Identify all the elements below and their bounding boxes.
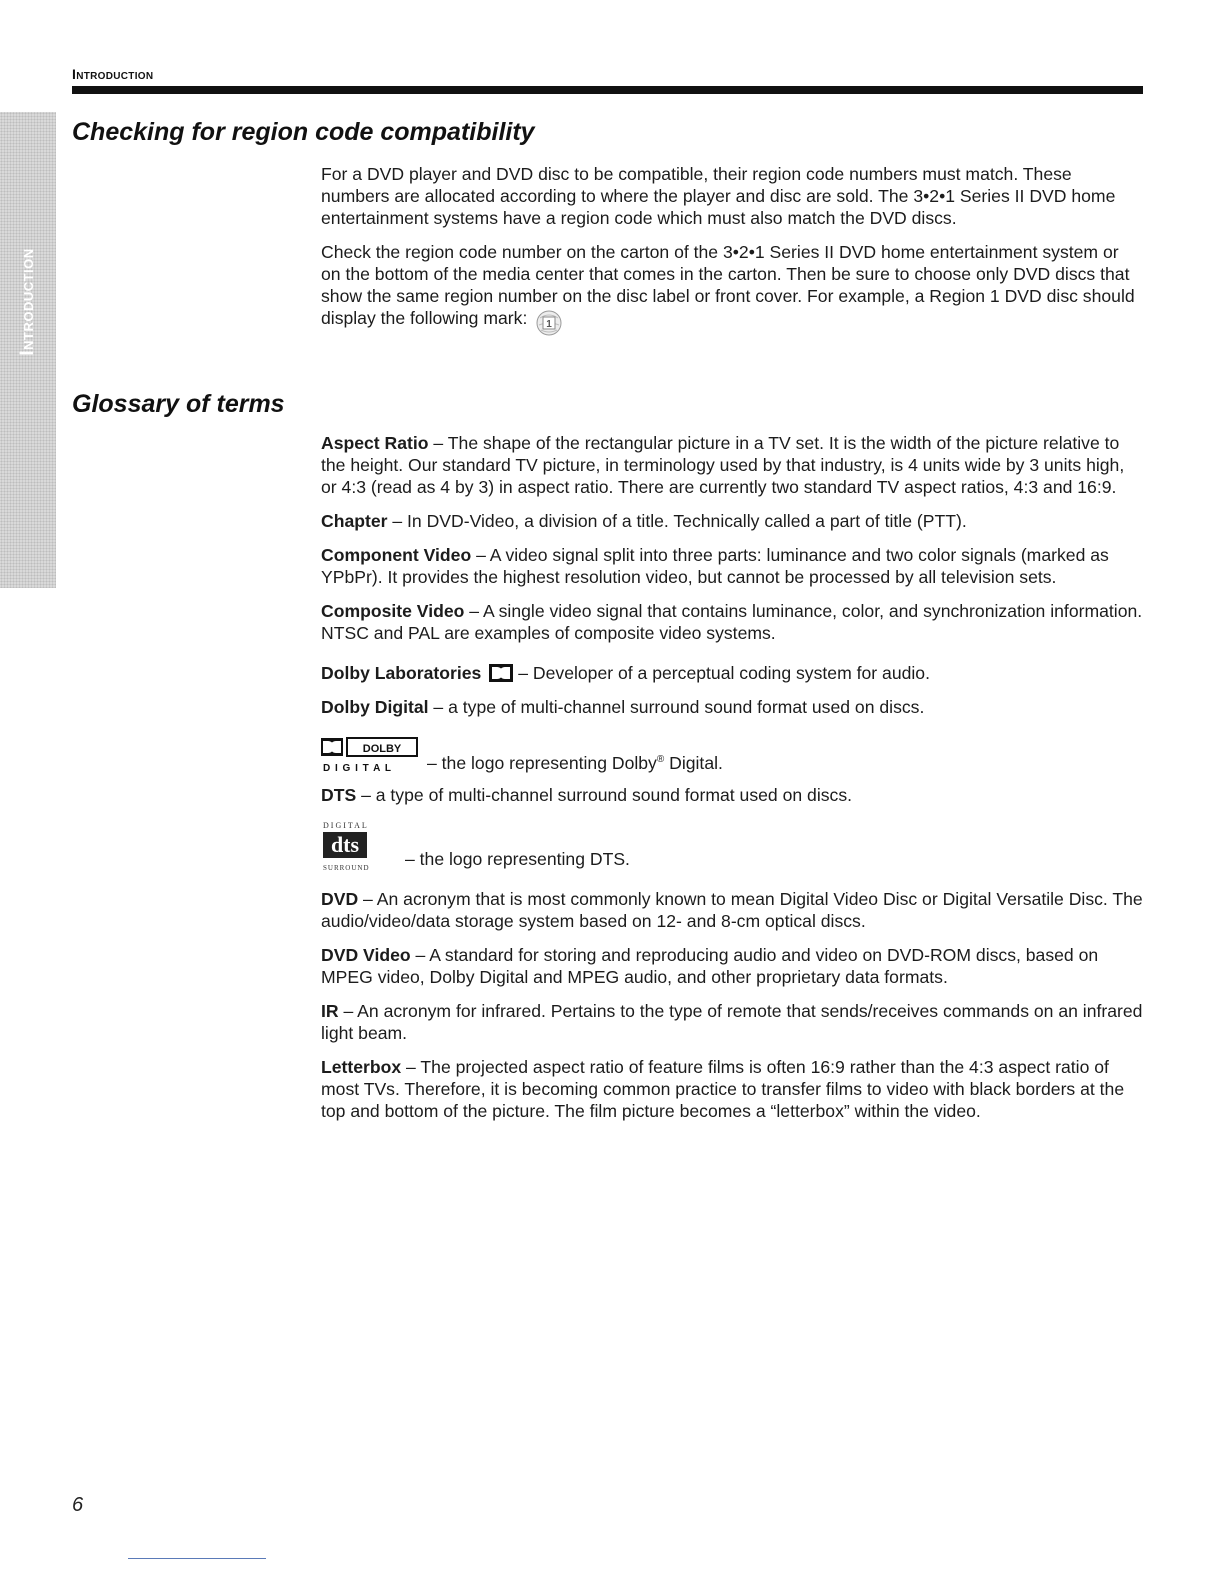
glossary-body [321,432,1143,1134]
dts-digital-surround-logo [321,818,399,876]
glossary-definition: – The shape of the rectangular picture in a TV set. It is the width of the picture relative to the height. Our standard TV picture, in terminology used by that industry, is 4 units wide by 3 units high, or 4:3 (read as 4 by 3) in aspect ratio. There are currently two standard TV aspect ratios, 4:3 and 16:9. [321,433,1125,497]
footer-line [128,1558,266,1559]
glossary-definition: – An acronym that is most commonly known to mean Digital Video Disc or Digital Versatile Disc. The audio/video/data storage system based on 12- and 8-cm optical discs. [321,889,1143,931]
dolby-digital-subtext: D I G I T A L [323,763,392,774]
dolby-double-d-icon [489,664,513,682]
header-rule [72,86,1143,94]
region-paragraph-2 [321,241,1143,338]
dolby-caption-suffix: Digital. [664,753,723,773]
side-tab [0,112,56,588]
region-paragraph-1: For a DVD player and DVD disc to be compatible, their region code numbers must match. These numbers are allocated according to where the player and disc are sold. The 3•2•1 Series II DVD home entertainment systems have a region code which must also match the DVD discs. [321,164,1116,228]
glossary-entry-dolby-digital [321,696,1143,718]
dolby-caption-prefix: – the logo representing Dolby [427,753,657,773]
glossary-definition: – The projected aspect ratio of feature films is often 16:9 rather than the 4:3 aspect ratio of most TVs. Therefore, it is becoming common practice to transfer films to video with black borders at the top and bottom of the picture. The film picture becomes a “letterbox” within the video. [321,1057,1125,1121]
glossary-entry-component-video [321,544,1143,588]
glossary-entry-dolby-laboratories [321,662,1143,684]
glossary-term: Aspect Ratio [321,433,429,453]
glossary-definition: – An acronym for infrared. Pertains to the type of remote that sends/receives commands on an infrared light beam. [321,1001,1143,1043]
glossary-definition: – Developer of a perceptual coding system for audio. [513,663,930,683]
glossary-term: Dolby Laboratories [321,663,482,683]
glossary-entry-letterbox [321,1056,1143,1122]
glossary-term: Chapter [321,511,388,531]
glossary-definition: – a type of multi-channel surround sound format used on discs. [428,697,925,717]
region-1-globe-icon [535,308,563,338]
dolby-wordmark: DOLBY [362,743,402,755]
glossary-term: DVD [321,889,359,909]
glossary-term: IR [321,1001,339,1021]
glossary-term: Letterbox [321,1057,402,1077]
dolby-digital-logo [321,734,421,774]
glossary-definition: – A video signal split into three parts: luminance and two color signals (marked as YPbPr). It provides the highest resolution video, but cannot be processed by all television sets. [321,545,1109,587]
region-section-body [321,163,1143,350]
glossary-definition: – A standard for storing and reproducing audio and video on DVD-ROM discs, based on MPEG video, Dolby Digital and MPEG audio, and other proprietary data formats. [321,945,1099,987]
glossary-entry-dvd [321,888,1143,932]
glossary-definition: – In DVD-Video, a division of a title. Technically called a part of title (PTT). [387,511,967,531]
glossary-term: DVD Video [321,945,411,965]
glossary-definition: – A single video signal that contains luminance, color, and synchronization information. NTSC and PAL are examples of composite video systems. [321,601,1143,643]
glossary-entry-dvd-video [321,944,1143,988]
region-paragraph-2-text: Check the region code number on the carton of the 3•2•1 Series II DVD home entertainment system or on the bottom of the media center that comes in the carton. Then be sure to choose only DVD discs that show the same region number on the disc label or front cover. For example, a Region 1 DVD disc should display the following mark: [321,242,1135,328]
dolby-logo-caption [427,749,723,774]
glossary-term: DTS [321,785,357,805]
glossary-entry-chapter [321,510,1143,532]
dts-bottom-text: SURROUND [323,864,370,872]
dts-logo-caption: – the logo representing DTS. [405,849,630,869]
dts-top-text: DIGITAL [323,821,369,830]
side-tab-label: Introduction [17,248,38,356]
glossary-term: Component Video [321,545,472,565]
glossary-term: Composite Video [321,601,465,621]
glossary-term: Dolby Digital [321,697,429,717]
glossary-entry-composite-video [321,600,1143,644]
dolby-digital-logo-row [321,734,1143,774]
glossary-entry-ir [321,1000,1143,1044]
region-mark-number: 1 [546,319,553,330]
glossary-section-title: Glossary of terms [72,390,285,418]
glossary-definition: – a type of multi-channel surround sound format used on discs. [356,785,853,805]
dts-logo-row [321,818,1143,876]
page-number: 6 [72,1494,84,1516]
dts-wordmark: dts [330,832,360,857]
glossary-entry-dts [321,784,1143,806]
glossary-entry-aspect-ratio [321,432,1143,498]
running-header: Introduction [72,66,154,82]
registered-mark: ® [656,754,665,766]
region-section-title: Checking for region code compatibility [72,118,535,146]
